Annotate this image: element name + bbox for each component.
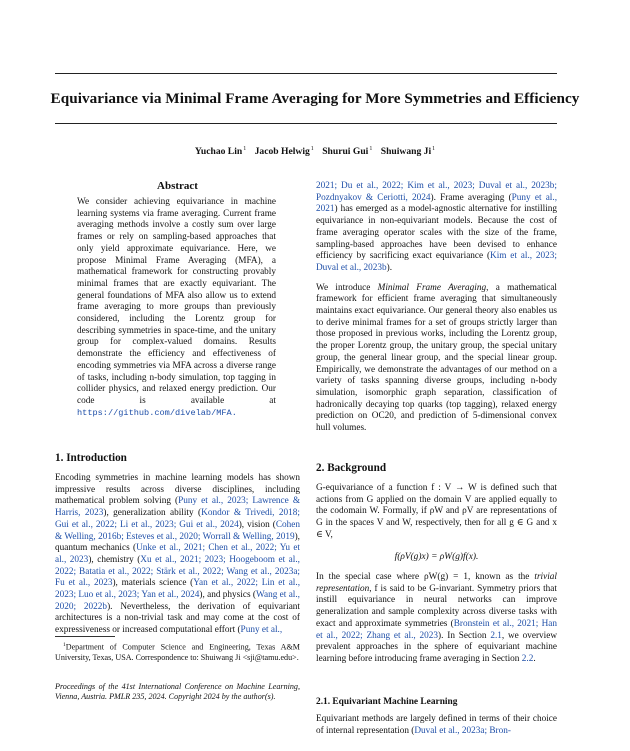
background-p3: Equivariant methods are largely defined in terms of their choice of internal representation (Duval et al., 2023a; Bron- [316,714,557,736]
citation[interactable]: Cohen & Welling, 2016b; Esteves et al., 2020; Worrall & Welling, 2019 [55,519,300,542]
top-rule [55,73,557,74]
citation[interactable]: Puny et al., [240,625,283,636]
background-heading: 2. Background [316,462,387,474]
author: Shuiwang Ji$^1$ [380,146,436,158]
citation[interactable]: Kondor & Trivedi, 2018; Gui et al., 2022; Li et al., 2023; Gui et al., 2024 [55,508,300,530]
background-p1: G-equivariance of a function f : V → W is defined such that actions from G applied on the domain V are applied equally to the codomain W. Formally, if ρW and ρV are representations of G in the spaces V and W, respectively, then for all g ∈ G and x ∈ V, [316,483,557,540]
citation[interactable]: Kim et al., 2023; Duval et al., 2023b [316,251,557,273]
section-link[interactable]: 2.2 [521,653,534,664]
abstract-heading: Abstract [157,180,198,192]
introduction-heading: 1. Introduction [55,452,127,464]
citation[interactable]: Wang et al., 2020; 2022b [55,590,300,612]
proceedings-note: Proceedings of the 41st International Conference on Machine Learning, Vienna, Austria. PMLR 235, 2024. Copyright 2024 by the author(s). [55,682,300,702]
citation[interactable]: Unke et al., 2021; Chen et al., 2022; Yu et al., 2023 [55,543,300,565]
citation[interactable]: Puny et al., 2021 [316,192,558,215]
footnote-rule [55,636,115,637]
author: Jacob Helwig$^1$ [254,146,314,158]
author: Shurui Gui$^1$ [322,146,373,158]
title-bottom-rule [55,123,557,124]
author-list [0,146,630,157]
citation[interactable]: Duval et al., 2023a; Bron- [414,725,511,736]
section-link[interactable]: 2.1 [490,630,502,641]
paper-title: Equivariance via Minimal Frame Averaging for More Symmetries and Efficiency [50,90,580,107]
method-name: Minimal Frame Averaging [377,282,487,293]
citation[interactable]: 2021; Du et al., 2022; Kim et al., 2023; Duval et al., 2023b; Pozdnyakov & Ceriotti, 2024 [316,181,557,203]
subsection-heading: 2.1. Equivariant Machine Learning [316,697,458,707]
citation[interactable]: Xu et al., 2021; 2023; Hoogeboom et al., 2022; Batatia et al., 2022; Stärk et al., 2022; Wang et al., 2023a; Fu et al., 2023 [55,554,300,589]
abstract-body: We consider achieving equivariance in machine learning systems via frame averaging. Current frame averaging methods involve a costly sum over large frames or rely on sampling-based approaches that only yield approximate equivariance. Here, we propose Minimal Frame Averaging (MFA), a mathematical framework for constructing provably minimal frames that are exactly equivariant. The general foundations of MFA also allow us to extend frame averaging to more groups than previously considered, including the Lorentz group for describing symmetries in space-time, and the unitary group for complex-valued domains. Results demonstrate the efficiency and effectiveness of encoding symmetries via MFA across a diverse range of tasks, including n-body simulation, top tagging in collider physics, and relaxed energy prediction. Our code is available at https://github.com/divelab/MFA. [77,197,276,418]
introduction-body: Encoding symmetries in machine learning models has shown impressive results across diverse disciplines, including mathematical problem solving (Puny et al., 2023; Lawrence & Harris, 2023), generalization ability (Kondor & Trivedi, 2018; Gui et al., 2022; Li et al., 2023; Gui et al., 2024), vision (Cohen & Welling, 2016b; Esteves et al., 2020; Worrall & Welling, 2019), quantum mechanics (Unke et al., 2021; Chen et al., 2022; Yu et al., 2023), chemistry (Xu et al., 2021; 2023; Hoogeboom et al., 2022; Batatia et al., 2022; Stärk et al., 2022; Wang et al., 2023a; Fu et al., 2023), materials science (Yan et al., 2022; Lin et al., 2023; Luo et al., 2023; Yan et al., 2024), and physics (Wang et al., 2020; 2022b). Nevertheless, the derivation of equivariant architectures is a non-trivial task and may come at the cost of expressiveness or increased computational effort (Puny et al., [55,473,301,636]
affiliation-footnote: $^1$Department of Computer Science and Engineering, Texas A&M University, Texas, USA. Correspondence to: Shuiwang Ji <sji@tamu.edu>. [55,642,300,662]
code-link[interactable]: https://github.com/divelab/MFA. [77,407,237,418]
right-column-continuation: 2021; Du et al., 2022; Kim et al., 2023; Duval et al., 2023b; Pozdnyakov & Ceriotti, 2024). Frame averaging (Puny et al., 2021) has emerged as a model-agnostic alternative for instilling equivariance in non-equivariant models. Because the cost of frame averaging operator scales with the size of the frame, sampling-based approaches have been devised to enhance efficiency by sacrificing exact equivariance (Kim et al., 2023; Duval et al., 2023b). We introduce Minimal Frame Averaging, a mathematical framework for efficient frame averaging that simultaneously maintains exact equivariance. Our general theory also enables us to derive minimal frames for a set of groups strictly larger than those proposed in previous works, including the Lorentz group, the proper Lorentz group, the unitary group, the special unitary group, the general linear group, and the special linear group. Empirically, we demonstrate the advantages of our method on a variety of tasks spanning diverse groups, including n-body simulation, isomorphic graph separation, classification of hadronically decaying top quarks (top tagging), relaxed energy prediction on OC20, and prediction of 5-dimensional convex hull volumes. [316,181,558,434]
background-p2: In the special case where ρW(g) = 1, known as the trivial representation, f is said to be G-invariant. Symmetry priors that instill equivariance in neural networks can improve generalization and sample complexity across diverse tasks with exact and approximate symmetries (Bronstein et al., 2021; Han et al., 2022; Zhang et al., 2023). In Section 2.1, we overview prevalent approaches in the sphere of equivariant machine learning before introducing frame averaging in Section 2.2. [316,572,558,664]
citation[interactable]: Puny et al., 2023; Lawrence & Harris, 2023 [55,496,301,519]
equivariance-equation: f(ρV(g)x) = ρW(g)f(x). [394,552,479,562]
citation[interactable]: Bronstein et al., 2021; Han et al., 2022; Zhang et al., 2023 [316,618,557,641]
author: Yuchao Lin$^1$ [194,146,247,158]
citation[interactable]: Yan et al., 2022; Lin et al., 2023; Luo et al., 2023; Yan et al., 2024 [55,578,301,601]
